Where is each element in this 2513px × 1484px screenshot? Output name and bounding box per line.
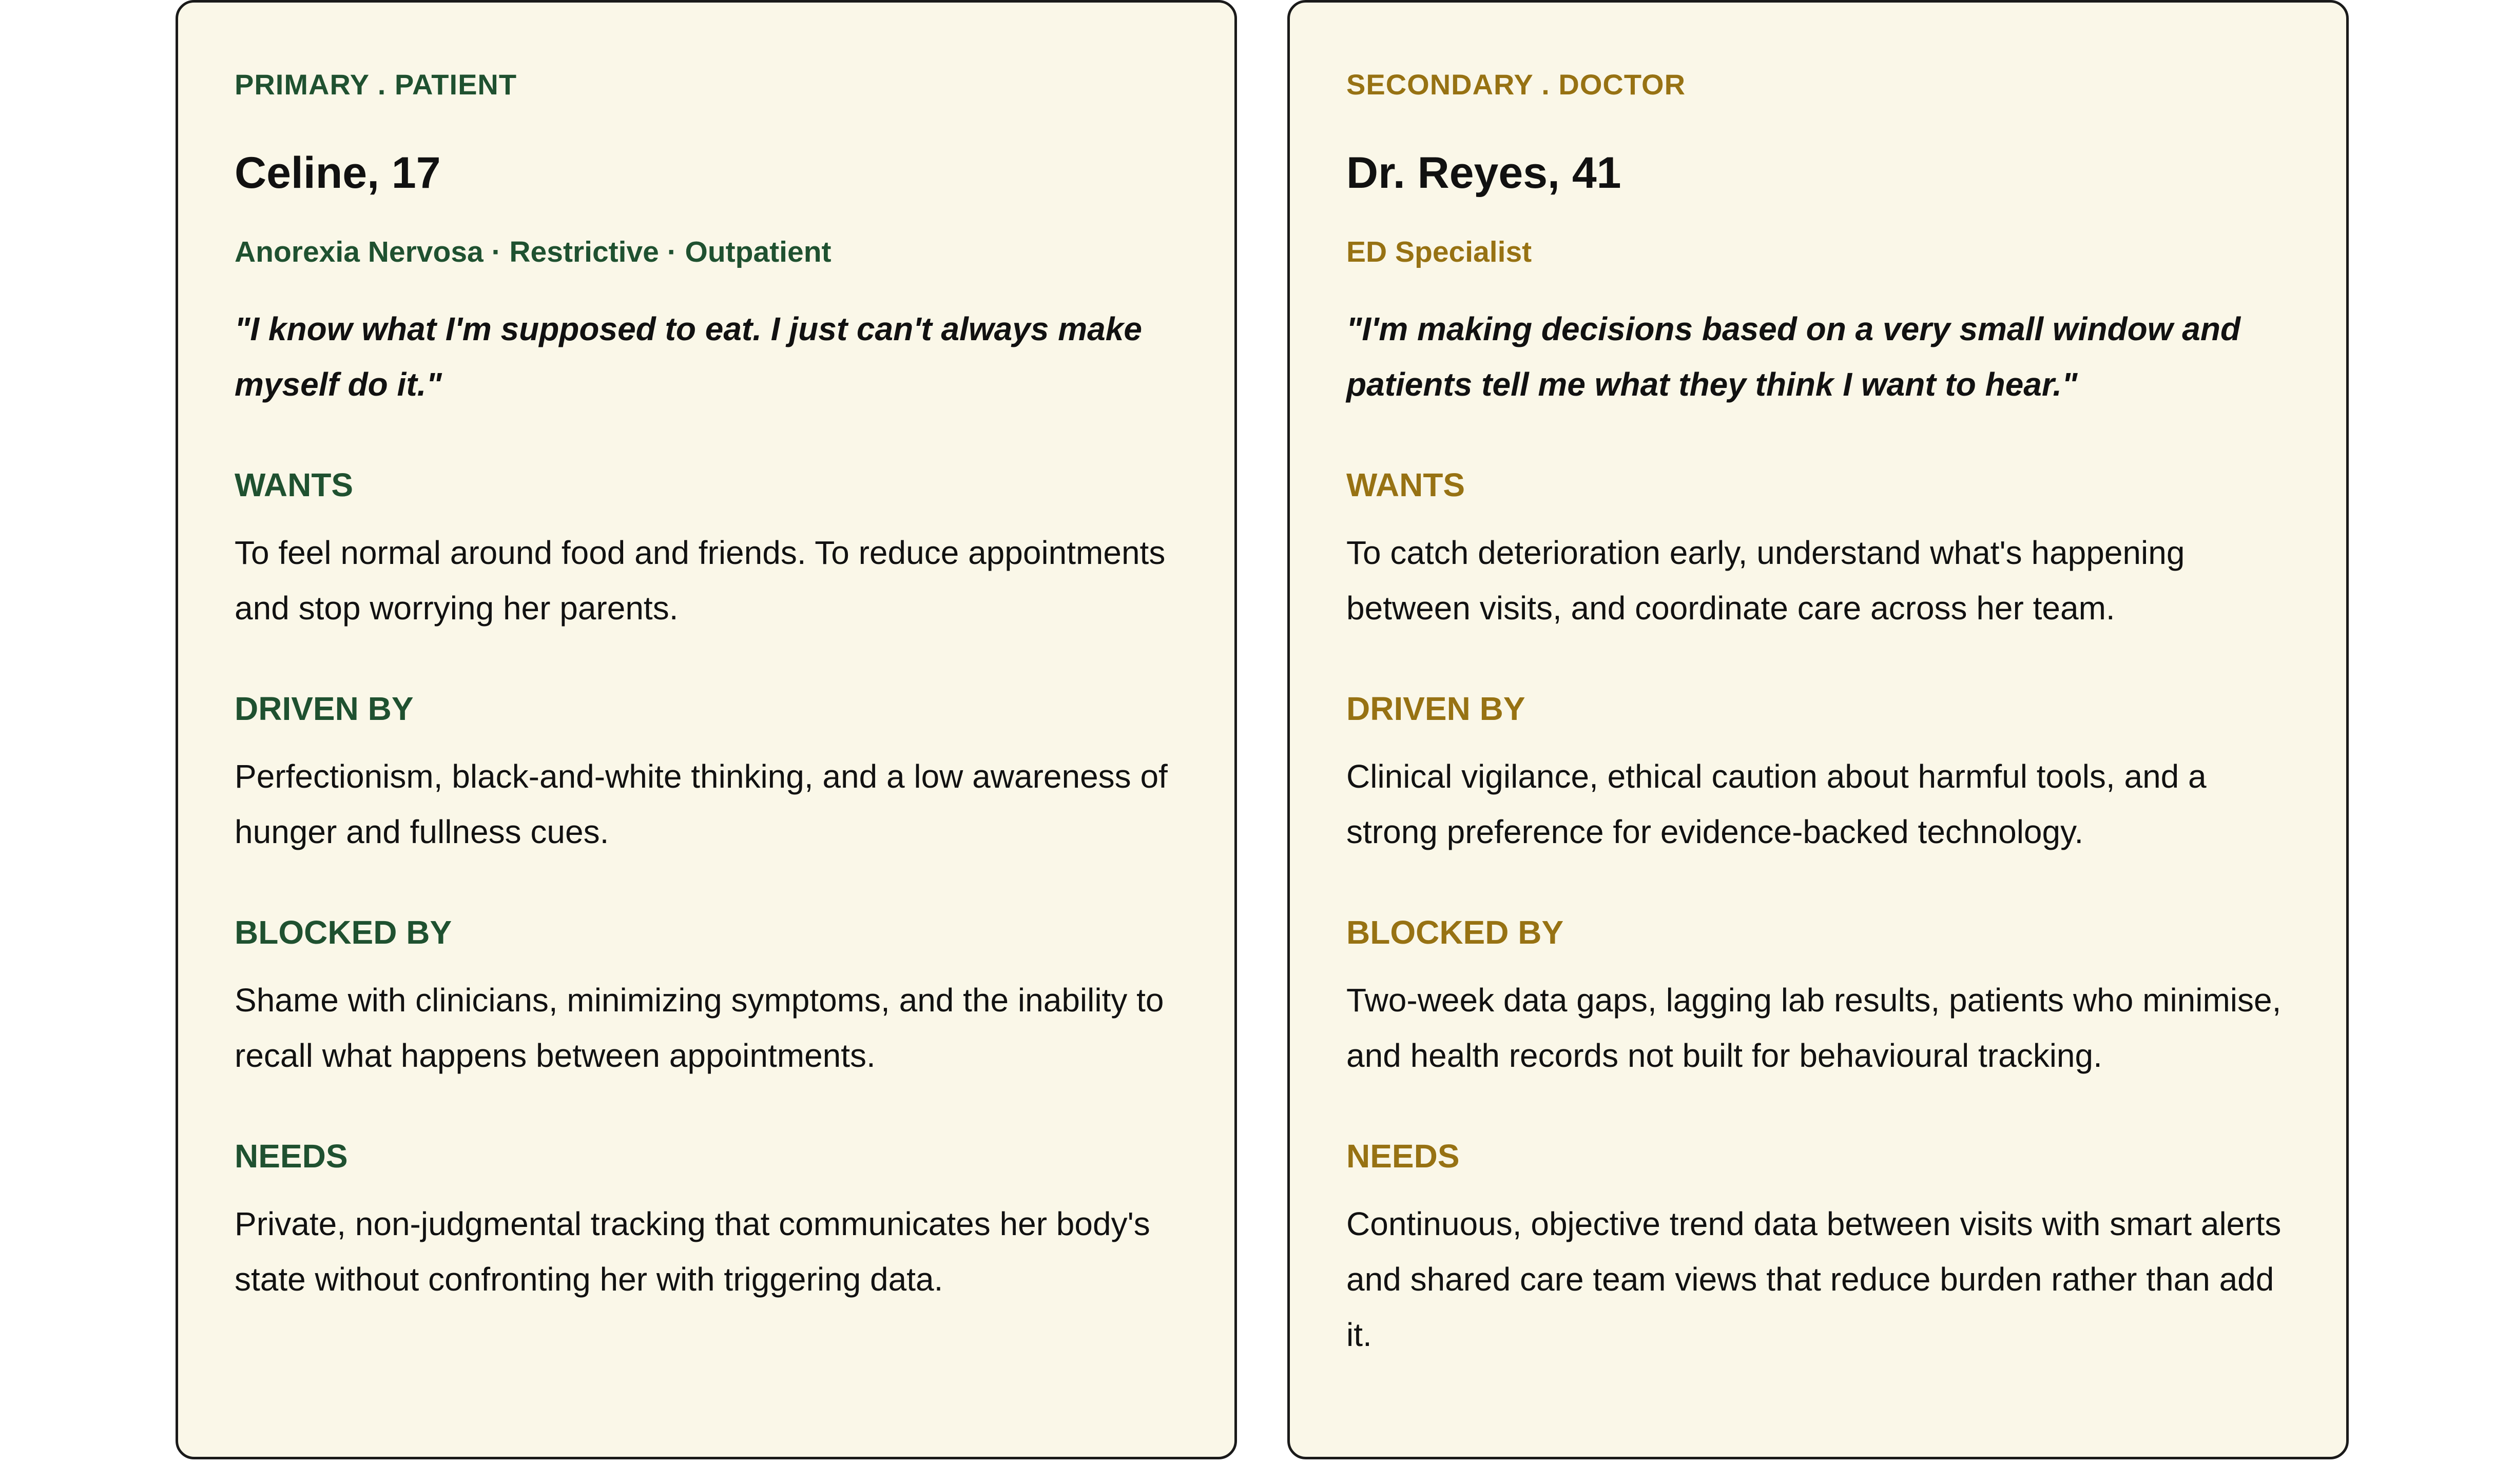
needs-heading: NEEDS <box>1346 1138 1460 1175</box>
needs-heading: NEEDS <box>235 1138 348 1175</box>
persona-card-doctor <box>1287 0 2349 1459</box>
driven-by-text: Perfectionism, black-and-white thinking, and a low awareness of hunger and fullness cues. <box>235 758 1168 850</box>
needs-text: Private, non-judgmental tracking that communicates her body's state without confronting her with triggering data. <box>235 1205 1150 1298</box>
wants-text: To catch deterioration early, understand what's happening between visits, and coordinate care across her team. <box>1346 534 2185 627</box>
persona-quote: "I'm making decisions based on a very small window and patients tell me what they think I want to hear." <box>1346 310 2241 403</box>
persona-subtitle: Anorexia Nervosa · Restrictive · Outpatient <box>235 236 832 268</box>
persona-role-label: PRIMARY . PATIENT <box>235 68 517 101</box>
blocked-by-text: Two-week data gaps, lagging lab results, patients who minimise, and health records not built for behavioural tracking. <box>1346 982 2282 1074</box>
blocked-by-heading: BLOCKED BY <box>235 914 452 951</box>
driven-by-heading: DRIVEN BY <box>1346 690 1525 727</box>
persona-subtitle: ED Specialist <box>1346 236 1532 268</box>
driven-by-text: Clinical vigilance, ethical caution about harmful tools, and a strong preference for evidence-backed technology. <box>1346 758 2207 850</box>
blocked-by-heading: BLOCKED BY <box>1346 914 1564 951</box>
persona-card-patient <box>176 0 1237 1459</box>
needs-text: Continuous, objective trend data between visits with smart alerts and shared care team views that reduce burden rather than add it. <box>1346 1205 2282 1353</box>
wants-text: To feel normal around food and friends. To reduce appointments and stop worrying her parents. <box>235 534 1166 627</box>
wants-heading: WANTS <box>235 466 354 503</box>
persona-name: Dr. Reyes, 41 <box>1346 148 1621 198</box>
persona-name: Celine, 17 <box>235 148 441 198</box>
persona-role-label: SECONDARY . DOCTOR <box>1346 68 1686 101</box>
persona-quote: "I know what I'm supposed to eat. I just can't always make myself do it." <box>235 310 1142 403</box>
driven-by-heading: DRIVEN BY <box>235 690 414 727</box>
wants-heading: WANTS <box>1346 466 1465 503</box>
blocked-by-text: Shame with clinicians, minimizing symptoms, and the inability to recall what happens between appointments. <box>235 982 1164 1074</box>
